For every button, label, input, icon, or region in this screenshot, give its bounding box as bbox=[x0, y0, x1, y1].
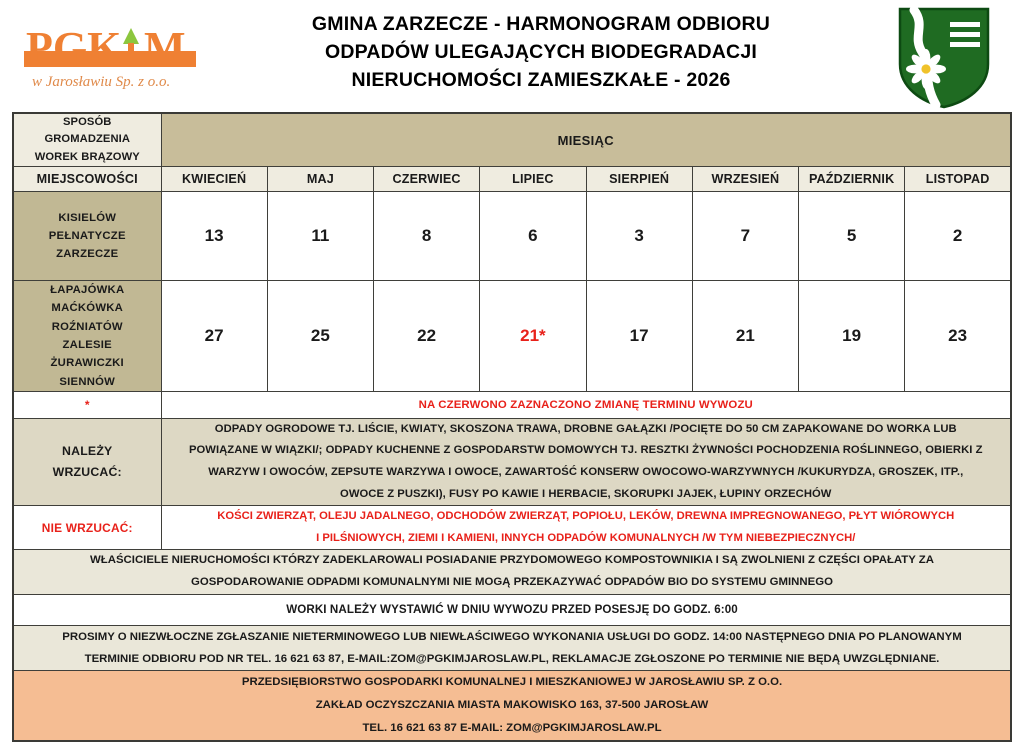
bag-placement-row bbox=[13, 594, 1011, 625]
pickup-date: 21 bbox=[692, 281, 798, 392]
pgkim-logo-icon bbox=[18, 18, 208, 92]
company-line: TEL. 16 621 63 87 E-MAIL: ZOM@PGKIMJAROSLAW.PL bbox=[362, 721, 662, 734]
month-header-maj: MAJ bbox=[267, 167, 373, 192]
pickup-date: 22 bbox=[374, 281, 480, 392]
accept-label-line-2: WRZUCAĆ: bbox=[52, 465, 122, 480]
locality-name: PEŁNATYCZE bbox=[48, 229, 126, 242]
legend-row bbox=[13, 391, 1011, 418]
pickup-date: 6 bbox=[480, 192, 586, 281]
pickup-date: 8 bbox=[374, 192, 480, 281]
month-band-label: MIESIĄC bbox=[161, 113, 1011, 167]
locality-name: MAĆKÓWKA bbox=[51, 302, 124, 315]
locality-name: ROŹNIATÓW bbox=[51, 320, 123, 333]
pickup-date: 13 bbox=[161, 192, 267, 281]
accept-line: POWIĄZANE W WIĄZKI/; ODPADY KUCHENNE Z GOSPODARSTW DOMOWYCH TJ. RESZTKI ŻYWNOŚCI POCHODZENIA ROŚLINNEGO, OBIERKI Z bbox=[188, 444, 983, 457]
rejected-waste-text bbox=[161, 506, 1011, 550]
pickup-date: 3 bbox=[586, 192, 692, 281]
locality-name: ZALESIE bbox=[62, 338, 112, 351]
asterisk-legend-text: NA CZERWONO ZAZNACZONO ZMIANĘ TERMINU WYWOZU bbox=[161, 391, 1011, 418]
composter-line: GOSPODAROWANIE ODPADMI KOMUNALNYMI NIE MOGĄ PRZEKAZYWAĆ ODPADÓW BIO DO SYSTEMU GMINNEGO bbox=[191, 576, 833, 589]
title-line-1: GMINA ZARZECZE - HARMONOGRAM ODBIORU bbox=[311, 13, 771, 35]
pickup-date: 2 bbox=[905, 192, 1011, 281]
pickup-date: 17 bbox=[586, 281, 692, 392]
complaint-notice bbox=[13, 625, 1011, 670]
title-line-2: ODPADÓW ULEGAJĄCYCH BIODEGRADACJI bbox=[324, 41, 757, 64]
pickup-date: 19 bbox=[799, 281, 905, 392]
method-line-2: GROMADZENIA bbox=[44, 133, 131, 146]
pickup-date: 5 bbox=[799, 192, 905, 281]
complaint-notice-row bbox=[13, 625, 1011, 670]
pickup-date: 23 bbox=[905, 281, 1011, 392]
title-line-3: NIERUCHOMOŚCI ZAMIESZKAŁE - 2026 bbox=[351, 69, 731, 92]
locality-group-1 bbox=[13, 192, 161, 281]
reject-line: I PILŚNIOWYCH, ZIEMI I KAMIENI, INNYCH ODPADÓW KOMUNALNYCH /W TYM NIEBEZPIECZNYCH/ bbox=[316, 531, 856, 544]
complaint-line: PROSIMY O NIEZWŁOCZNE ZGŁASZANIE NIETERMINOWEGO LUB NIEWŁAŚCIWEGO WYKONANIA USŁUGI DO GODZ. 14:00 NASTĘPNEGO DNIA PO PLANOWANYM bbox=[62, 630, 962, 643]
accepted-waste-label bbox=[13, 418, 161, 505]
bag-placement-notice: WORKI NALEŻY WYSTAWIĆ W DNIU WYWOZU PRZED POSESJĘ DO GODZ. 6:00 bbox=[13, 594, 1011, 625]
page-header bbox=[0, 0, 1024, 112]
accept-line: OWOCE Z PUSZKI), FUSY PO KAWIE I HERBACIE, SKORUPKI JAJEK, ŁUPINY ORZECHÓW bbox=[340, 487, 832, 500]
month-header-lipiec: LIPIEC bbox=[480, 167, 586, 192]
composter-notice-row bbox=[13, 550, 1011, 594]
month-header-kwiecien: KWIECIEŃ bbox=[161, 167, 267, 192]
accepted-waste-text bbox=[161, 418, 1011, 505]
accept-line: WARZYW I OWOCÓW, ZEPSUTE WARZYWA I OWOCE, ZAWARTOŚĆ KONSERW OWOCOWO-WARZYWNYCH /KUKURYDZA, GROSZEK, ITP., bbox=[208, 466, 964, 479]
rejected-waste-row bbox=[13, 506, 1011, 550]
accept-line: ODPADY OGRODOWE TJ. LIŚCIE, KWIATY, SKOSZONA TRAWA, DROBNE GAŁĄZKI /POCIĘTE DO 50 CM ZAPAKOWANE DO WORKA LUB bbox=[214, 422, 957, 435]
pickup-date: 25 bbox=[267, 281, 373, 392]
table-row bbox=[13, 281, 1011, 392]
table-header-row-top bbox=[13, 113, 1011, 167]
company-line: ZAKŁAD OCZYSZCZANIA MIASTA MAKOWISKO 163, 37-500 JAROSŁAW bbox=[315, 699, 709, 712]
reject-line: KOŚCI ZWIERZĄT, OLEJU JADALNEGO, ODCHODÓW ZWIERZĄT, POPIOŁU, LEKÓW, DREWNA IMPREGNOWANEGO, PŁYT WIÓROWYCH bbox=[217, 510, 955, 523]
locality-group-2 bbox=[13, 281, 161, 392]
asterisk-symbol: * bbox=[13, 391, 161, 418]
locality-name: ZARZECZE bbox=[56, 248, 119, 261]
month-header-wrzesien: WRZESIEŃ bbox=[692, 167, 798, 192]
pickup-date: 11 bbox=[267, 192, 373, 281]
document-title bbox=[218, 0, 864, 94]
locality-name: KISIELÓW bbox=[58, 211, 117, 224]
locality-column-header: MIEJSCOWOŚCI bbox=[13, 167, 161, 192]
pgkim-logo bbox=[0, 0, 218, 92]
pickup-date-changed: 21* bbox=[480, 281, 586, 392]
table-header-row-months bbox=[13, 167, 1011, 192]
company-footer bbox=[13, 671, 1011, 741]
collection-schedule-table bbox=[12, 112, 1012, 742]
method-line-3: WOREK BRĄZOWY bbox=[34, 150, 140, 163]
company-line: PRZEDSIĘBIORSTWO GOSPODARKI KOMUNALNEJ I MIESZKANIOWEJ W JAROSŁAWIU SP. Z O.O. bbox=[241, 676, 783, 689]
svg-text:PGK: PGK bbox=[26, 23, 122, 72]
month-header-listopad: LISTOPAD bbox=[905, 167, 1011, 192]
svg-text:M: M bbox=[144, 23, 186, 72]
month-header-sierpien: SIERPIEŃ bbox=[586, 167, 692, 192]
locality-name: SIENNÓW bbox=[59, 375, 116, 388]
collection-method-header bbox=[13, 113, 161, 167]
month-header-czerwiec: CZERWIEC bbox=[374, 167, 480, 192]
crest-block bbox=[864, 0, 1024, 110]
rejected-waste-label: NIE WRZUCAĆ: bbox=[13, 506, 161, 550]
complaint-line: TERMINIE ODBIORU POD NR TEL. 16 621 63 87, E-MAIL:ZOM@PGKIMJAROSLAW.PL, REKLAMACJE ZGŁOSZONE PO TERMINIE NIE BĘDĄ UWZGLĘDNIANE. bbox=[84, 653, 940, 665]
locality-name: ŁAPAJÓWKA bbox=[50, 284, 125, 297]
month-header-pazdziernik: PAŹDZIERNIK bbox=[799, 167, 905, 192]
composter-line: WŁAŚCICIELE NIERUCHOMOŚCI KTÓRZY ZADEKLAROWALI POSIADANIE PRZYDOMOWEGO KOMPOSTOWNIKIA I SĄ ZWOLNIENI Z CZĘŚCI OPAŁATY ZA bbox=[90, 554, 934, 567]
pickup-date: 27 bbox=[161, 281, 267, 392]
locality-name: ŻURAWICZKI bbox=[50, 357, 124, 370]
gmina-zarzecze-coat-of-arms-icon bbox=[896, 6, 992, 110]
table-row bbox=[13, 192, 1011, 281]
accept-label-line-1: NALEŻY bbox=[62, 443, 113, 458]
method-line-1: SPOSÓB bbox=[63, 116, 112, 128]
company-footer-row bbox=[13, 671, 1011, 741]
logo-tagline: w Jarosławiu Sp. z o.o. bbox=[32, 74, 171, 90]
composter-notice bbox=[13, 550, 1011, 594]
pickup-date: 7 bbox=[692, 192, 798, 281]
accepted-waste-row bbox=[13, 418, 1011, 505]
